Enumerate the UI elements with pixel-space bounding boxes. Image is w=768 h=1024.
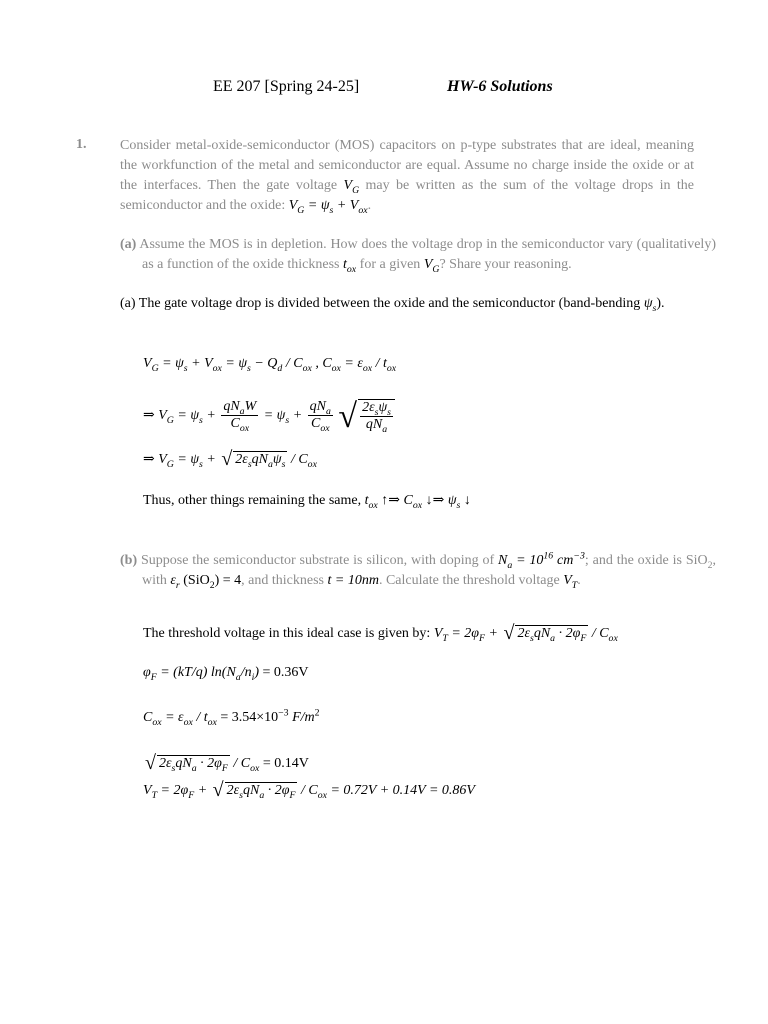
equation-oxide-capacitance: $C_{ox} = \varepsilon_{ox} / t_{ox} = 3.54\times 10^{-3}$ $F/m^2$	[143, 707, 320, 728]
problem-statement: Consider metal-oxide-semiconductor (MOS) capacitors on p-type substrates that are ideal, meaning the workfunction of the metal and semiconductor are equal. Assume no charge inside the oxide or at the interfaces. Then the gate voltage $V_G$ may be written as the sum of the voltage drops in the semiconductor and the oxide: $V_G = \psi_s + V_{ox}$.	[120, 138, 695, 216]
equation-gate-voltage: $V_G = \psi_s + V_{ox} = \psi_s - Q_d / C_{ox}$ , $C_{ox} = \varepsilon_{ox} / t_{ox}$	[143, 356, 397, 374]
equation-depletion-term: √ $2\varepsilon_sqN_a \cdot 2\varphi_F / C_{ox} = 0.14V$	[145, 752, 309, 774]
problem-number: 1.	[76, 137, 87, 152]
part-a-question: (a) Assume the MOS is in depletion. How does the voltage drop in the semiconductor vary (qualitatively) as a function of the oxide thickness $t_{ox}$ for a given $V_G$? Share your reasoning.	[120, 237, 716, 275]
part-b-question: (b) Suppose the semiconductor substrate is silicon, with doping of $N_a = 10^{16}$ $cm^{-3}$; and the oxide is SiO$_2$, with $\varepsilon_r$ (SiO$_2$) = 4, and thickness t = 10nm. Calculate the threshold voltage $V_T$.	[120, 550, 717, 591]
document-title: HW-6 Solutions	[447, 78, 553, 95]
equation-fermi-potential: $\varphi_F = (kT/q) \ln(N_a/n_i) = 0.36V$	[143, 665, 309, 683]
course-header: EE 207 [Spring 24-25]	[213, 78, 360, 95]
equation-depletion-charge: ⇒ $V_G = \psi_s$ + $\frac{qN_aW}{C_{ox}}$ = $\psi_s$ + $\frac{qN_a}{C_{ox}}$ √ $\frac{2\varepsilon_s\psi_s}{qN_a}$	[143, 398, 397, 436]
equation-simplified: ⇒ $V_G = \psi_s$ + √ $2\varepsilon_sqN_a\psi_s / C_{ox}$	[143, 448, 317, 470]
part-b-answer-intro: The threshold voltage in this ideal case is given by: $V_T = 2\varphi_F$ + √ $2\varepsilon_sqN_a \cdot 2\varphi_F / C_{ox}$	[143, 622, 618, 644]
equation-threshold-voltage: $V_T = 2\varphi_F$ + √ $2\varepsilon_sqN_a \cdot 2\varphi_F / C_{ox} = 0.72V + 0.14V = 0.86V$	[143, 779, 475, 801]
part-a-answer: (a) The gate voltage drop is divided between the oxide and the semiconductor (band-bending $\psi_s$).	[120, 296, 665, 314]
part-a-conclusion: Thus, other things remaining the same, $t_{ox}$ ↑⇒ $C_{ox}$ ↓⇒ $\psi_s$ ↓	[143, 493, 471, 511]
